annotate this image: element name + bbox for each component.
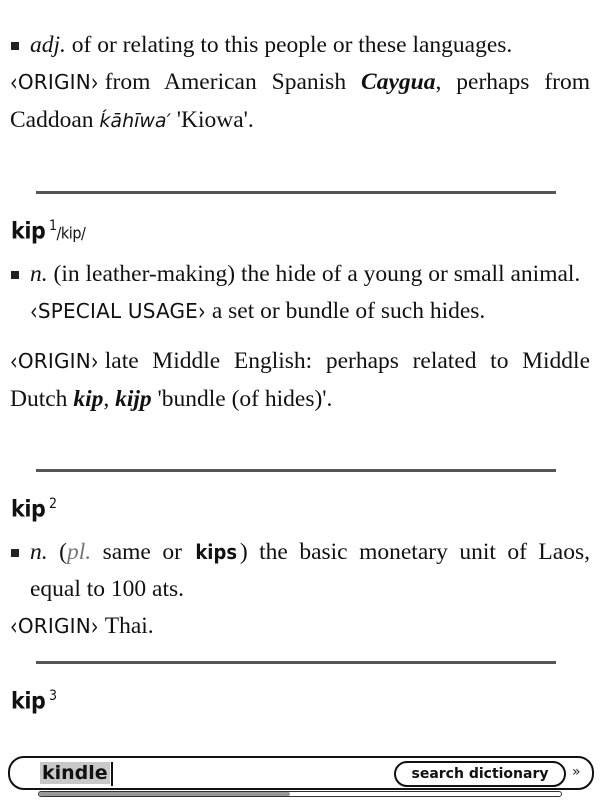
search-input-value: kindle (42, 762, 108, 784)
separator (36, 191, 556, 194)
scrollbar-thumb[interactable] (39, 792, 290, 796)
definition-text: of or relating to this people or these languages. (65, 32, 513, 58)
scrollbar[interactable] (38, 791, 562, 797)
origin-text: late Middle English: perhaps related to Middle Dutch (10, 348, 590, 412)
definition: n. (pl. same or kips) the basic monetary unit of Laos, equal to 100 ats. (0, 534, 590, 608)
origin-word: ḱāhīwa′ (99, 110, 171, 132)
origin-tag: ‹ORIGIN› (10, 69, 99, 97)
prev-entry (0, 27, 590, 140)
plural-form: kips (195, 540, 238, 564)
special-usage-tag: ‹SPECIAL USAGE› (30, 298, 206, 326)
search-input[interactable] (40, 760, 113, 786)
headword-kip-1: kip $^1$/kip/ (11, 218, 86, 245)
search-bar (8, 756, 594, 790)
origin-word: kijp (115, 386, 152, 412)
origin-text: , perhaps from Caddoan (10, 69, 590, 133)
special-usage-text: a set or bundle of such hides. (211, 298, 486, 324)
entry-kip-2 (0, 534, 590, 646)
origin-text: 'Kiowa'. (170, 107, 254, 133)
special-usage (0, 293, 590, 331)
headword-kip-2: kip $^2$ (11, 496, 57, 523)
bullet-icon (11, 271, 19, 279)
entry-kip-1 (0, 256, 590, 418)
origin: ‹ORIGIN› late Middle English: perhaps related to Middle Dutch kip, kijp 'bundle (of hides)'. (10, 348, 590, 412)
origin (0, 608, 590, 646)
origin-text: 'bundle (of hides)'. (151, 386, 333, 412)
part-of-speech: n. (30, 261, 48, 287)
next-arrow-icon[interactable]: » (572, 764, 581, 780)
definition (0, 256, 590, 293)
part-of-speech: adj. (30, 32, 66, 58)
bullet-icon (11, 42, 19, 50)
origin-text: Thai. (104, 613, 154, 639)
pronunciation: /kip/ (56, 223, 86, 243)
definition (0, 27, 590, 64)
definition-text: ) the basic monetary unit of Laos, equal to 100 ats. (30, 539, 590, 602)
origin-text: from American Spanish (104, 69, 362, 95)
text-cursor (111, 762, 113, 786)
origin (0, 64, 590, 140)
plural-label: pl. (66, 539, 92, 565)
separator (36, 661, 556, 664)
search-dictionary-button[interactable]: search dictionary (394, 761, 566, 787)
origin-word: Caygua (361, 69, 436, 95)
origin-word: kip (73, 386, 104, 412)
bullet-icon (11, 549, 19, 557)
definition-text: (in leather-making) the hide of a young or small animal. (47, 261, 581, 287)
separator (36, 469, 556, 472)
origin-tag: ‹ORIGIN› (10, 613, 99, 641)
origin-tag: ‹ORIGIN› (10, 348, 99, 376)
headword-kip-3: kip $^3$ (11, 688, 57, 715)
part-of-speech: n. (30, 539, 48, 565)
